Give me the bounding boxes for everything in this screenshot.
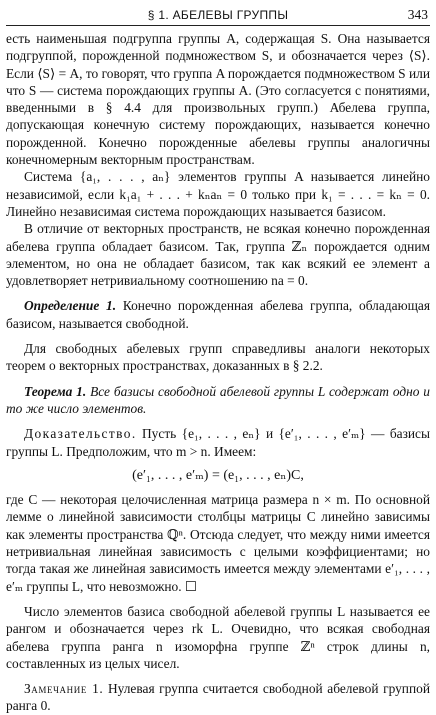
display-formula: (e′₁, . . . , e′ₘ) = (e₁, . . . , eₙ)C, — [132, 467, 304, 483]
paragraph-linear-independence: Система {a₁, . . . , aₙ} элементов группы A называется линейно независимой, если k₁a₁ + . . . + kₙaₙ = 0 только при k₁ = . . . = kₙ = 0. Линейно независимая система порождающих называется базисом. — [6, 169, 430, 219]
definition-text: Конечно порожденная абелева группа, обладающая базисом, называется свободной. — [6, 298, 430, 331]
paragraph-generated-subgroup: есть наименьшая подгруппа группы A, содержащая S. Она называется подгруппой, порожденной подмножеством S, и обозначается через ⟨S⟩. Если ⟨S⟩ = A, то говорят, что группа A порождается подмножеством S или что S — система порождающих группы A. (Это согласуется с понятиями, введенными в § 4.4 для произвольных групп.) Абелева группа, допускающая конечную систему порождающих, называется конечно порожденной. Конечно порожденные абелевы группы аналогичны конечномерным векторным пространствам. — [6, 31, 430, 168]
definition-1 — [6, 297, 430, 332]
theorem-label: Теорема 1. — [24, 383, 87, 399]
paragraph-analogues: Для свободных абелевых групп справедливы аналоги некоторых теорем о векторных пространствах, доказанных в § 2.2. — [6, 341, 430, 374]
proof — [6, 425, 430, 460]
theorem-1 — [6, 383, 430, 418]
proof-text: Пусть {e₁, . . . , eₙ} и {e′₁, . . . , e′ₘ} — базисы группы L. Предположим, что m > n. Имеем: — [6, 426, 430, 459]
remark-1 — [6, 680, 430, 715]
proof-label: Доказательство. — [24, 426, 137, 442]
paragraph-proof-continuation: где C — некоторая целочисленная матрица размера n × m. По основной лемме о линейной зависимости столбцы матрицы C линейно зависимы как элементы пространства ℚⁿ. Отсюда следует, что между ними имеется нетривиальная линейная зависимость с целыми коэффициентами; но тогда такая же линейная зависимость имеется между элементами e′₁, . . . , e′ₘ группы L, что невозможно. ☐ — [6, 492, 430, 594]
remark-label: Замечание 1. — [24, 681, 104, 697]
paragraph-rank: Число элементов базиса свободной абелевой группы L называется ее рангом и обозначается через rk L. Очевидно, что всякая свободная абелева группа ранга n изоморфна группе ℤⁿ строк длины n, составленных из целых чисел. — [6, 603, 430, 671]
paragraph-basis-example: В отличие от векторных пространств, не всякая конечно порожденная абелева группа обладает базисом. Так, группа ℤₙ порождается одним элементом, но она не обладает базисом, так как всякий ее элемент a удовлетворяет нетривиальному соотношению na = 0. — [6, 221, 430, 289]
page-body — [6, 30, 430, 715]
page-number: 343 — [407, 7, 428, 22]
running-title: § 1. АБЕЛЕВЫ ГРУППЫ — [147, 8, 289, 22]
remark-text: Нулевая группа считается свободной абелевой группой ранга 0. — [6, 681, 430, 714]
theorem-text: Все базисы свободной абелевой группы L содержат одно и то же число элементов. — [6, 383, 430, 416]
definition-label: Определение 1. — [24, 298, 117, 314]
running-header — [6, 6, 430, 26]
